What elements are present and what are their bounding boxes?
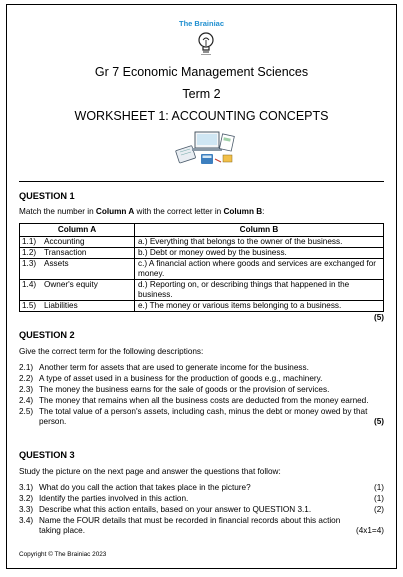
row-number: 1.3) xyxy=(20,259,41,280)
worksheet-title: WORKSHEET 1: ACCOUNTING CONCEPTS xyxy=(74,109,329,123)
column-a-term: Liabilities xyxy=(40,301,135,312)
list-item xyxy=(19,505,384,515)
list-item xyxy=(19,407,384,427)
item-number: 2.5) xyxy=(19,407,34,417)
item-marks: (1) xyxy=(373,483,384,493)
instr-col-a: Column A xyxy=(95,207,135,217)
list-item xyxy=(19,374,384,384)
question-1 xyxy=(19,191,384,323)
question-3-heading: QUESTION 3 xyxy=(19,450,75,460)
list-item xyxy=(19,494,384,504)
item-text: Name the FOUR details that must be recorded in financial records about this action taking place. xyxy=(39,516,341,536)
question-1-marks: (5) xyxy=(373,313,384,323)
list-item xyxy=(19,363,384,373)
item-text: Identify the parties involved in this action. xyxy=(39,494,189,504)
instr-text: with the correct letter in xyxy=(134,207,224,217)
table-row xyxy=(20,301,384,312)
item-number: 2.1) xyxy=(19,363,34,373)
item-text: A type of asset used in a business for the production of goods e.g., machinery. xyxy=(39,374,323,384)
row-number: 1.4) xyxy=(20,280,41,301)
item-marks: (1) xyxy=(373,494,384,504)
list-item xyxy=(19,516,384,536)
column-b-description: a.) Everything that belongs to the owner of the business. xyxy=(135,237,384,248)
table-row xyxy=(20,280,384,301)
lightbulb-logo-icon xyxy=(193,30,219,56)
question-2-heading: QUESTION 2 xyxy=(19,330,75,340)
accounting-desk-illustration xyxy=(175,126,239,166)
section-divider xyxy=(19,181,384,182)
column-b-description: b.) Debt or money owed by the business. xyxy=(135,248,384,259)
item-text: The money the business earns for the sale of goods or the provision of services. xyxy=(39,385,330,395)
item-number: 3.1) xyxy=(19,483,34,493)
column-a-term: Assets xyxy=(40,259,135,280)
instr-text: : xyxy=(262,207,265,217)
item-marks: (2) xyxy=(373,505,384,515)
item-text: The total value of a person's assets, including cash, minus the debt or money owed by that person. xyxy=(39,407,368,427)
row-number: 1.5) xyxy=(20,301,41,312)
question-2 xyxy=(19,330,384,427)
item-number: 2.4) xyxy=(19,396,34,406)
question-1-heading: QUESTION 1 xyxy=(19,191,75,201)
item-number: 3.2) xyxy=(19,494,34,504)
column-a-term: Owner's equity xyxy=(40,280,135,301)
question-2-instruction: Give the correct term for the following descriptions: xyxy=(19,347,204,357)
item-number: 3.4) xyxy=(19,516,34,526)
list-item xyxy=(19,385,384,395)
brand-name: The Brainiac xyxy=(178,19,224,28)
list-item xyxy=(19,396,384,406)
item-text: The money that remains when all the business costs are deducted from the money earned. xyxy=(39,396,369,406)
row-number: 1.2) xyxy=(20,248,41,259)
question-1-instruction xyxy=(19,207,384,217)
table-row xyxy=(20,248,384,259)
item-number: 2.2) xyxy=(19,374,34,384)
row-number: 1.1) xyxy=(20,237,41,248)
question-2-marks: (5) xyxy=(373,417,384,427)
column-b-description: c.) A financial action where goods and services are exchanged for money. xyxy=(135,259,384,280)
list-item xyxy=(19,483,384,493)
item-text: Another term for assets that are used to generate income for the business. xyxy=(39,363,309,373)
column-b-header: Column B xyxy=(135,224,384,237)
subject-title: Gr 7 Economic Management Sciences xyxy=(94,65,309,79)
item-marks: (4x1=4) xyxy=(356,526,384,536)
copyright-footer: Copyright © The Brainiac 2023 xyxy=(19,551,107,559)
question-3-instruction: Study the picture on the next page and answer the questions that follow: xyxy=(19,467,281,477)
question-3 xyxy=(19,450,384,536)
item-number: 3.3) xyxy=(19,505,34,515)
column-a-term: Transaction xyxy=(40,248,135,259)
item-number: 2.3) xyxy=(19,385,34,395)
worksheet-page xyxy=(6,4,397,569)
item-text: Describe what this action entails, based on your answer to QUESTION 3.1. xyxy=(39,505,312,515)
term-title: Term 2 xyxy=(182,87,221,101)
column-b-description: d.) Reporting on, or describing things that happened in the business. xyxy=(135,280,384,301)
instr-text: Match the number in xyxy=(19,207,96,217)
column-b-description: e.) The money or various items belonging to a business. xyxy=(135,301,384,312)
column-a-header: Column A xyxy=(20,224,135,237)
item-text: What do you call the action that takes place in the picture? xyxy=(39,483,251,493)
column-a-term: Accounting xyxy=(40,237,135,248)
instr-col-b: Column B xyxy=(223,207,263,217)
table-row xyxy=(20,259,384,280)
table-row xyxy=(20,237,384,248)
matching-table xyxy=(19,223,384,312)
